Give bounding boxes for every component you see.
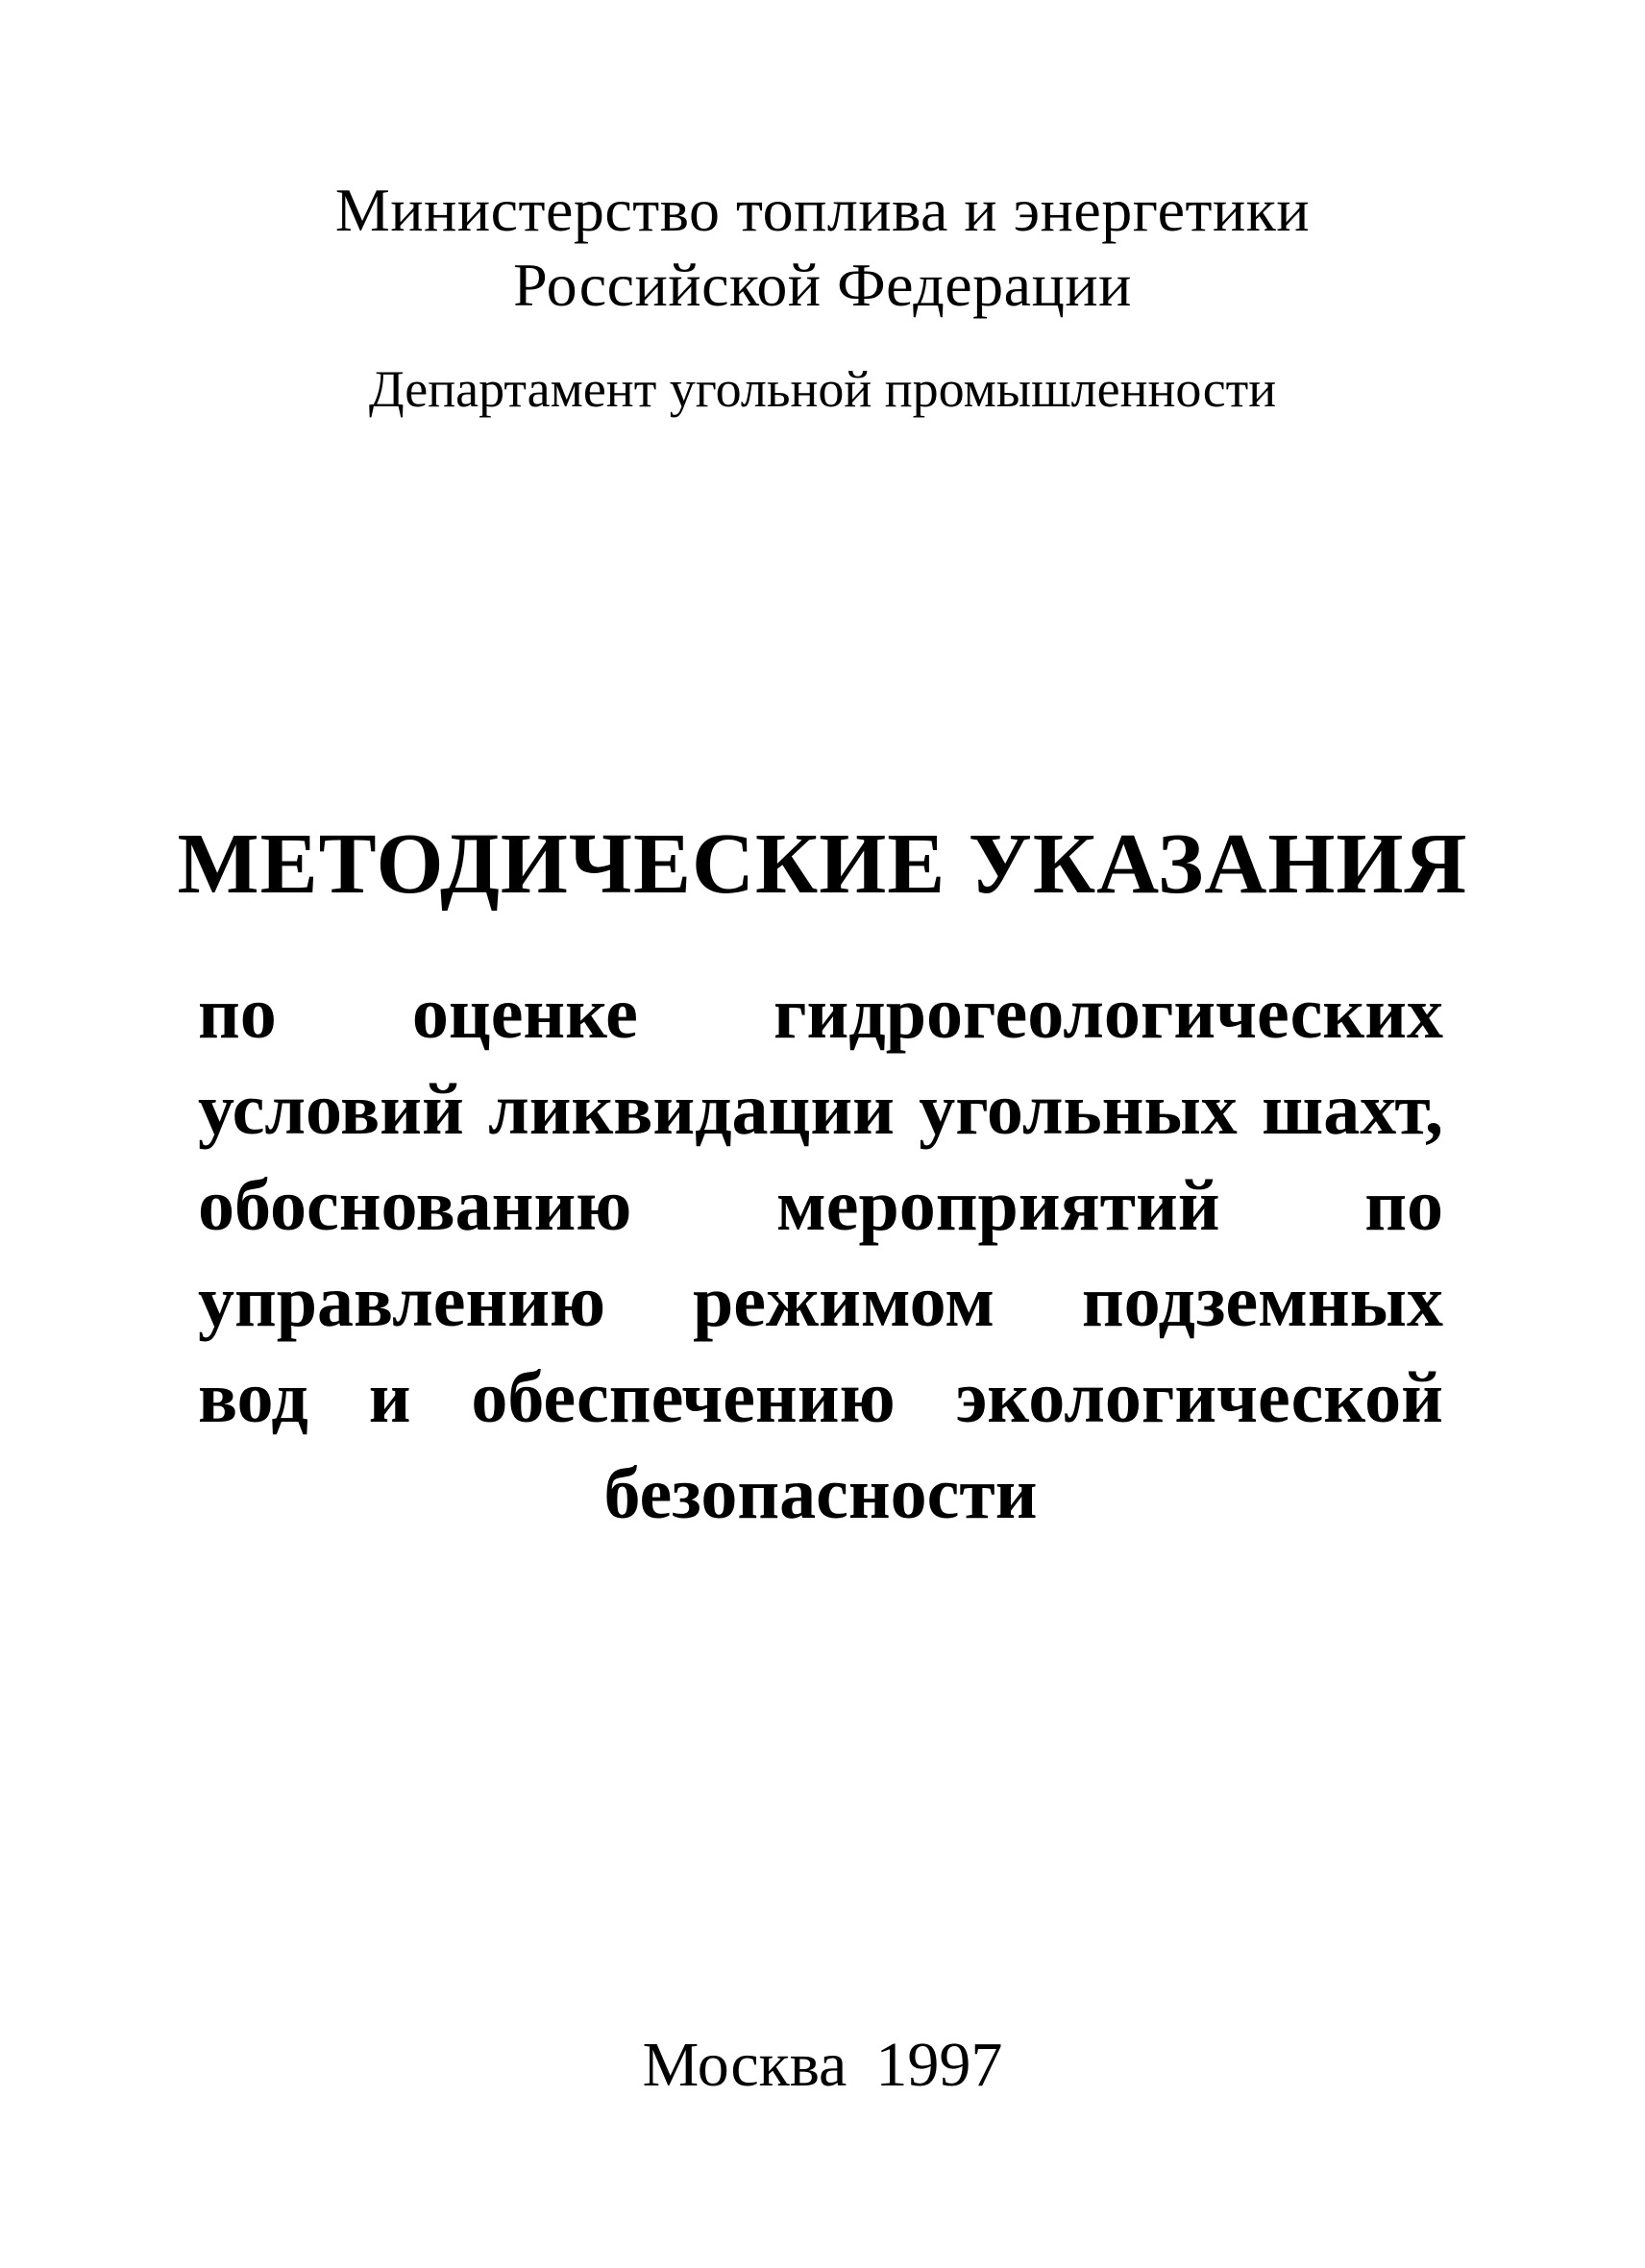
subtitle-line (198, 1158, 1443, 1254)
subtitle-word: обоснованию (198, 1165, 632, 1246)
subtitle-word: обеспечению (471, 1357, 896, 1438)
ministry-line: Российской Федерации (513, 251, 1132, 319)
subtitle-word: экологической (955, 1357, 1443, 1438)
ministry-line: Министерство топлива и энергетики (334, 176, 1311, 244)
subtitle-word: по (198, 973, 277, 1054)
imprint (0, 2027, 1645, 2104)
subtitle-word: угольных (919, 1069, 1238, 1150)
subtitle-word: мероприятий (775, 1165, 1220, 1246)
subtitle-word: режимом (693, 1261, 994, 1342)
subtitle-word: шахт, (1262, 1069, 1443, 1150)
subtitle-line (198, 965, 1443, 1061)
subtitle-line (198, 1254, 1443, 1350)
document-title: МЕТОДИЧЕСКИЕ УКАЗАНИЯ (177, 817, 1468, 912)
subtitle-line (198, 1446, 1443, 1542)
subtitle-word: по (1364, 1165, 1443, 1246)
subtitle-word: безопасности (603, 1453, 1038, 1534)
subtitle-word: и (368, 1357, 411, 1438)
imprint-year: 1997 (875, 2030, 1003, 2100)
imprint-city: Москва (642, 2030, 847, 2100)
department-heading: Департамент угольной промышленности (368, 360, 1277, 418)
subtitle-line (198, 1061, 1443, 1158)
subtitle-word: гидрогеологических (773, 973, 1443, 1054)
subtitle-word: оценке (411, 973, 638, 1054)
subtitle-word: подземных (1081, 1261, 1443, 1342)
ministry-heading (0, 173, 1645, 323)
subtitle-word: управлению (198, 1261, 606, 1342)
subtitle-line (198, 1350, 1443, 1446)
document-subtitle (198, 965, 1443, 1542)
subtitle-word: вод (198, 1357, 308, 1438)
subtitle-word: ликвидации (488, 1069, 895, 1150)
subtitle-word: условий (198, 1069, 464, 1150)
